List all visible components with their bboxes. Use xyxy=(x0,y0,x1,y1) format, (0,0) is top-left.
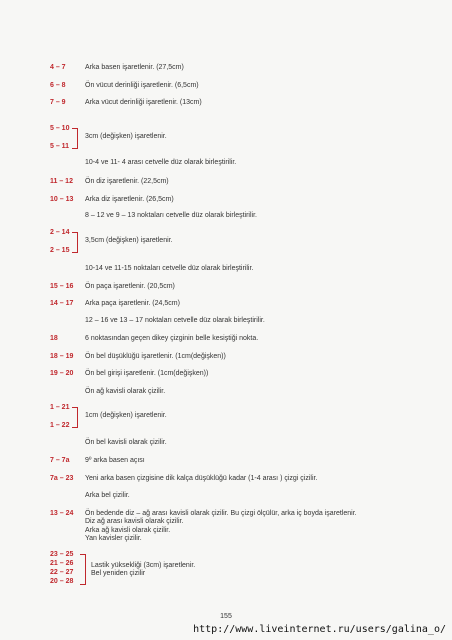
bracket-line xyxy=(80,554,86,585)
step-text: 6 noktasından geçen dikey çizginin belle kesiştiği nokta. xyxy=(85,335,259,342)
step-text: Yeni arka basen çizgisine dik kalça düşüklüğü kadar (1-4 arası ) çizgi çizilir. xyxy=(85,475,318,482)
step-text: Ön bedende diz – ağ arası kavisli olarak çizilir. Bu çizgi ölçülür, arka iç boyda işaretlenir. xyxy=(85,510,357,517)
step-text: 9º arka basen açısı xyxy=(85,457,145,464)
step-text: Arka vücut derinliği işaretlenir. (13cm) xyxy=(85,99,202,106)
step-text: Ön diz işaretlenir. (22,5cm) xyxy=(85,178,169,185)
step-number: 14 – 17 xyxy=(50,300,74,307)
step-number: 5 – 11 xyxy=(50,143,70,150)
step-number: 22 – 27 xyxy=(50,569,74,576)
note-text: Ön ağ kavisli olarak çizilir. xyxy=(85,388,166,395)
step-text: Arka basen işaretlenir. (27,5cm) xyxy=(85,64,184,71)
step-text: Arka paça işaretlenir. (24,5cm) xyxy=(85,300,180,307)
note-text: Arka bel çizilir. xyxy=(85,492,130,499)
step-text: Bel yeniden çizilir xyxy=(91,570,146,577)
step-text: Ön vücut derinliği işaretlenir. (6,5cm) xyxy=(85,82,199,89)
step-number: 1 – 21 xyxy=(50,404,70,411)
note-text: 12 – 16 ve 13 – 17 noktaları cetvelle düz olarak birleştirilir. xyxy=(85,317,265,324)
step-number: 5 – 10 xyxy=(50,125,70,132)
step-number: 21 – 26 xyxy=(50,560,74,567)
note-text: 10-14 ve 11-15 noktaları cetvelle düz olarak birleştirilir. xyxy=(85,265,254,272)
note-text: 10-4 ve 11- 4 arası cetvelle düz olarak birleştirilir. xyxy=(85,159,237,166)
step-text: 3,5cm (değişken) işaretlenir. xyxy=(85,237,173,244)
step-text: Ön paça işaretlenir. (20,5cm) xyxy=(85,283,175,290)
step-number: 4 – 7 xyxy=(50,64,66,71)
step-text: Ön bel düşüklüğü işaretlenir. (1cm(değişken)) xyxy=(85,353,226,360)
note-text: Ön bel kavisli olarak çizilir. xyxy=(85,439,167,446)
step-text: 1cm (değişken) işaretlenir. xyxy=(85,412,167,419)
step-text: Lastik yüksekliği (3cm) işaretlenir. xyxy=(91,562,196,569)
note-text: 8 – 12 ve 9 – 13 noktaları cetvelle düz olarak birleştirilir. xyxy=(85,212,257,219)
step-text: Arka diz işaretlenir. (26,5cm) xyxy=(85,196,174,203)
step-number: 19 – 20 xyxy=(50,370,74,377)
step-number: 13 – 24 xyxy=(50,510,74,517)
step-number: 1 – 22 xyxy=(50,422,70,429)
step-number: 7 – 7a xyxy=(50,457,70,464)
step-number: 18 – 19 xyxy=(50,353,74,360)
note-text: Yan kavisler çizilir. xyxy=(85,535,142,542)
page-number: 155 xyxy=(220,613,232,620)
step-number: 7a – 23 xyxy=(50,475,74,482)
step-number: 7 – 9 xyxy=(50,99,66,106)
note-text: Arka ağ kavisli olarak çizilir. xyxy=(85,527,171,534)
step-number: 15 – 16 xyxy=(50,283,74,290)
footer-url: http://www.liveinternet.ru/users/galina_o/ xyxy=(193,624,446,635)
bracket-line xyxy=(72,128,78,149)
bracket-line xyxy=(72,407,78,428)
step-text: 3cm (değişken) işaretlenir. xyxy=(85,133,167,140)
step-number: 18 xyxy=(50,335,58,342)
step-number: 2 – 15 xyxy=(50,247,70,254)
step-number: 11 – 12 xyxy=(50,178,73,185)
bracket-line xyxy=(72,232,78,253)
step-number: 2 – 14 xyxy=(50,229,70,236)
note-text: Diz ağ arası kavisli olarak çizilir. xyxy=(85,518,184,525)
step-number: 10 – 13 xyxy=(50,196,74,203)
step-number: 20 – 28 xyxy=(50,578,74,585)
step-number: 23 – 25 xyxy=(50,551,74,558)
step-text: Ön bel girişi işaretlenir. (1cm(değişken)) xyxy=(85,370,209,377)
step-number: 6 – 8 xyxy=(50,82,66,89)
